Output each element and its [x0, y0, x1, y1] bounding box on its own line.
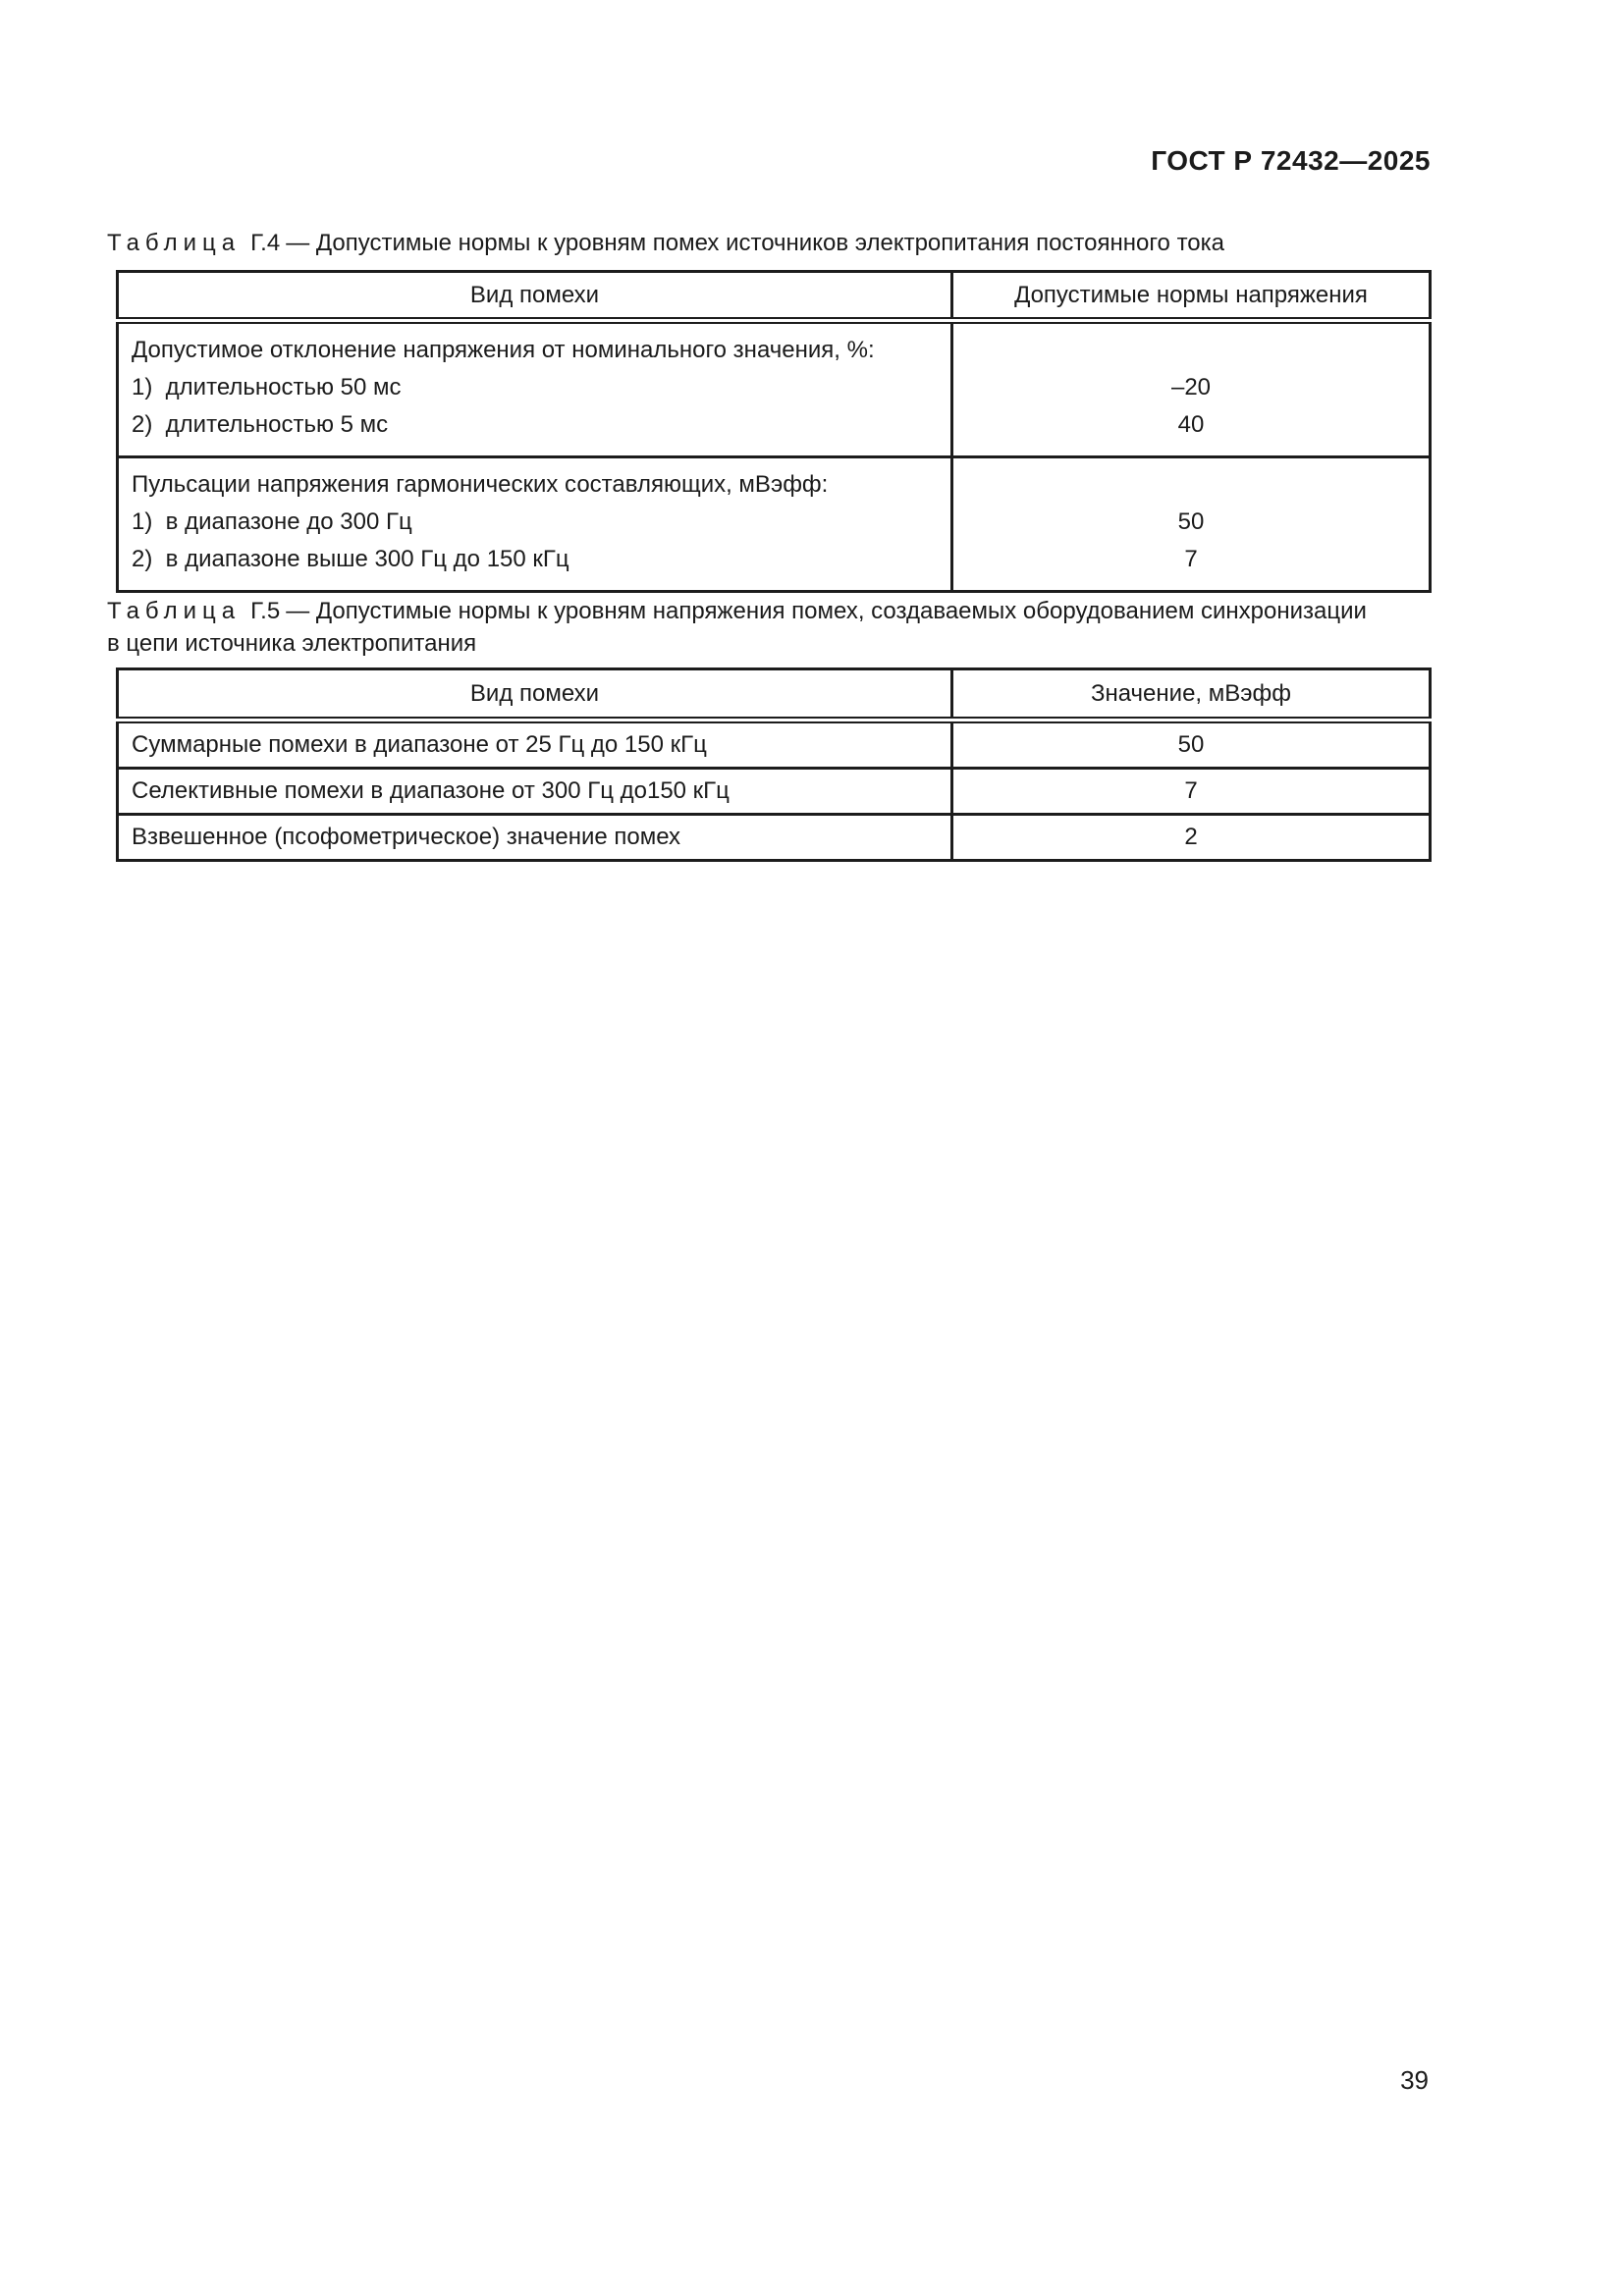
table-g5-caption-number: Г.5: [250, 598, 281, 624]
table-g4-caption: [107, 227, 1433, 259]
document-code: ГОСТ Р 72432—2025: [1151, 145, 1431, 176]
table-cell-line: Пульсации напряжения гармонических составляющих, мВэфф:: [132, 471, 829, 498]
table-cell-line: 1) длительностью 50 мс: [132, 374, 402, 400]
table-value-line: [953, 466, 1429, 504]
table-row: [118, 769, 1431, 815]
table-g5-caption-text: — Допустимые нормы к уровням напряжения помех, создаваемых оборудованием синхронизации: [286, 598, 1367, 624]
table-value-line: –20: [1170, 374, 1212, 400]
table-g4-col-header-kind: Вид помехи: [118, 272, 952, 321]
table-cell-value: 50: [952, 721, 1431, 769]
table-cell-kind: [118, 321, 952, 457]
table-g4-caption-label: Таблица: [107, 230, 242, 256]
table-cell-kind: Взвешенное (псофометрическое) значение помех: [118, 815, 952, 861]
table-row: [118, 721, 1431, 769]
table-g5-col-header-kind: Вид помехи: [118, 669, 952, 721]
table-g4-header-row: [118, 272, 1431, 321]
table-g5: [116, 667, 1432, 862]
table-cell-line: Допустимое отклонение напряжения от номинального значения, %:: [132, 337, 875, 363]
table-cell-value: [952, 321, 1431, 457]
table-value-line: 7: [1184, 546, 1198, 572]
table-g5-caption: [107, 595, 1433, 660]
table-value-line: [953, 332, 1429, 369]
table-g4-col-header-norm: Допустимые нормы напряжения: [952, 272, 1431, 321]
table-cell-kind: [118, 457, 952, 592]
table-g4-caption-text: — Допустимые нормы к уровням помех источников электропитания постоянного тока: [286, 230, 1225, 256]
page-number: 39: [1400, 2065, 1429, 2095]
table-row: [118, 457, 1431, 592]
table-g5-caption-label: Таблица: [107, 598, 242, 624]
table-g5-header-row: [118, 669, 1431, 721]
table-g4: [116, 270, 1432, 593]
table-cell-kind: Селективные помехи в диапазоне от 300 Гц до150 кГц: [118, 769, 952, 815]
table-cell-line: 1) в диапазоне до 300 Гц: [132, 508, 412, 535]
table-cell-value: 7: [952, 769, 1431, 815]
table-value-line: 40: [1177, 411, 1205, 438]
table-g4-caption-number: Г.4: [250, 230, 281, 256]
table-cell-line: 2) длительностью 5 мс: [132, 411, 389, 438]
table-cell-value: [952, 457, 1431, 592]
table-cell-value: 2: [952, 815, 1431, 861]
table-g5-col-header-value: Значение, мВэфф: [952, 669, 1431, 721]
table-g5-caption-text-line2: в цепи источника электропитания: [107, 630, 477, 657]
table-value-line: 50: [1177, 508, 1205, 535]
table-cell-kind: Суммарные помехи в диапазоне от 25 Гц до 150 кГц: [132, 731, 707, 758]
table-row: [118, 321, 1431, 457]
table-cell-line: 2) в диапазоне выше 300 Гц до 150 кГц: [132, 546, 569, 572]
table-row: [118, 815, 1431, 861]
